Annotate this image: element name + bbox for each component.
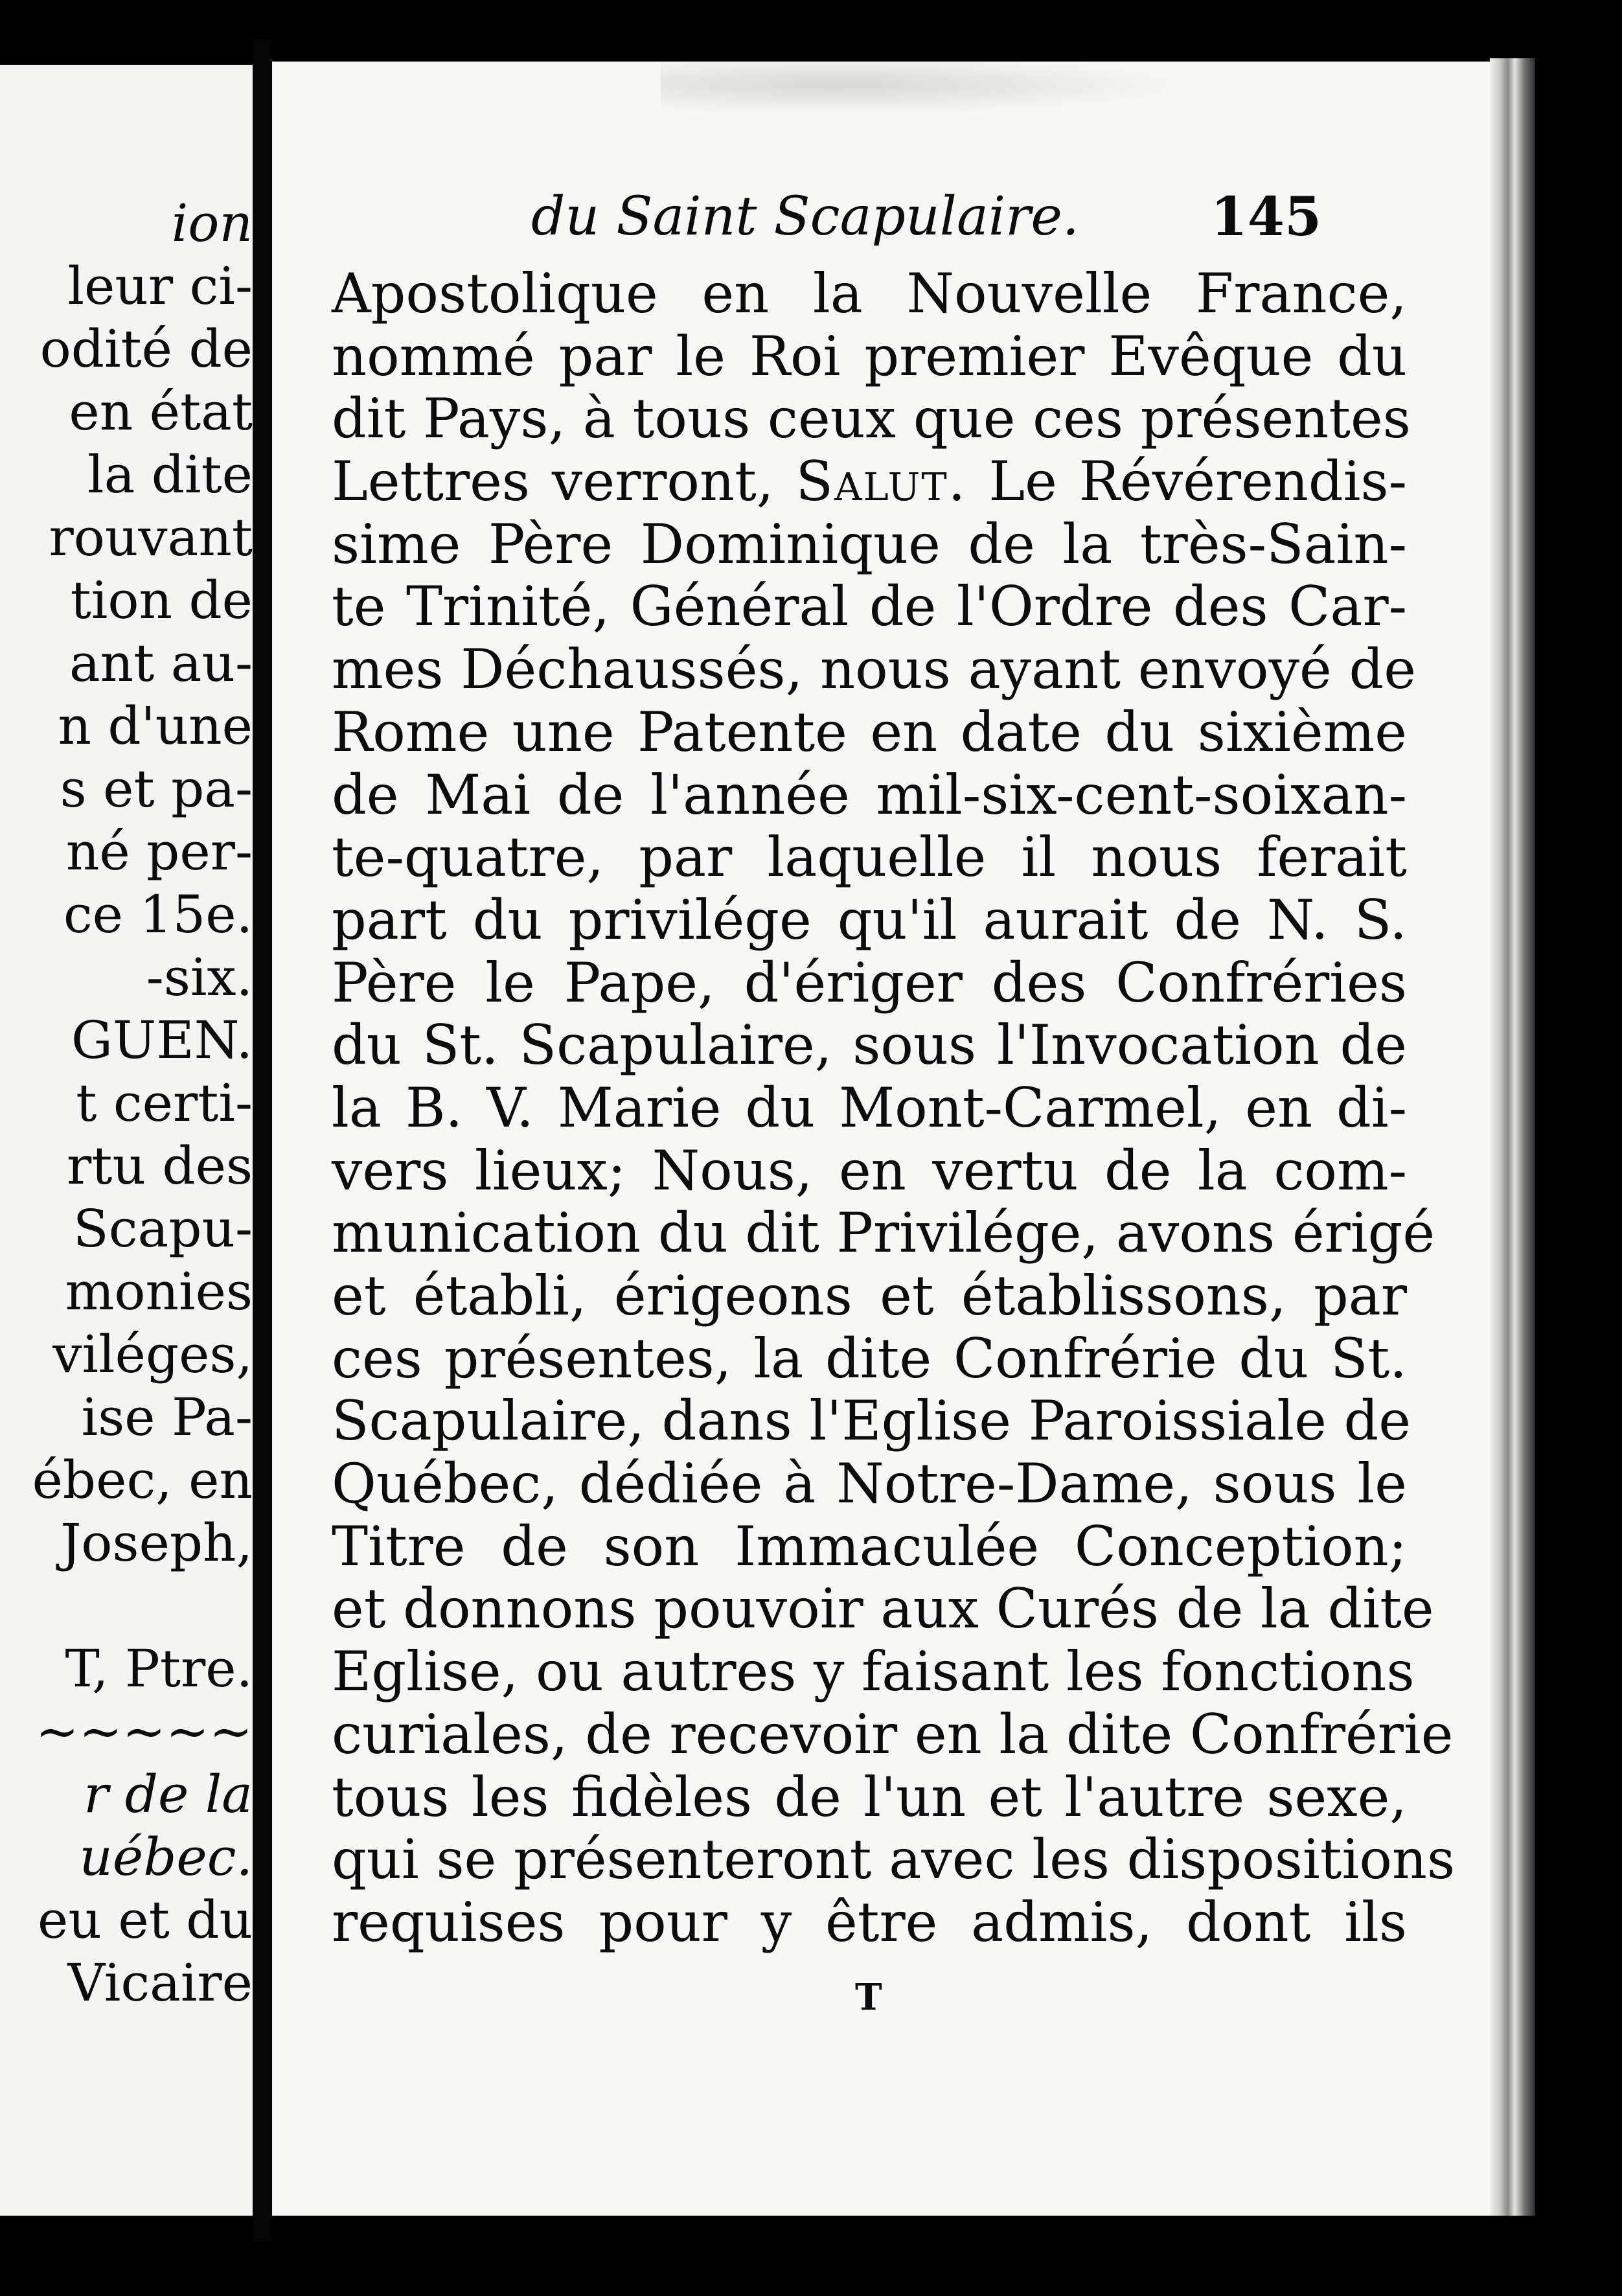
body-line: mes Déchaussés, nous ayant envoyé de <box>332 637 1416 702</box>
previous-page-line: Joseph, <box>60 1513 253 1573</box>
running-title: du Saint Scapulaire. <box>531 186 1079 247</box>
previous-page-line: r de la <box>84 1764 253 1824</box>
body-line: du St. Scapulaire, sous l'Invocation de <box>332 1013 1407 1077</box>
body-line: et établi, érigeons et établissons, par <box>332 1264 1407 1327</box>
body-line: vers lieux; Nous, en vertu de la com- <box>332 1138 1407 1202</box>
previous-page-line: ion <box>171 193 253 253</box>
previous-page-line: leur ci- <box>67 256 253 316</box>
body-line: sime Père Dominique de la très-Sain- <box>332 512 1407 576</box>
page-number: 145 <box>1210 186 1321 248</box>
previous-page-line: t certi- <box>76 1073 253 1133</box>
previous-page-line: ~~~~~ <box>35 1701 253 1762</box>
body-line: Père le Pape, d'ériger des Confréries <box>332 950 1407 1015</box>
previous-page-line: ébec, en <box>32 1450 253 1510</box>
previous-page-line: ce 15e. <box>63 884 253 945</box>
previous-page-line: ant au- <box>69 633 253 693</box>
body-line: la B. V. Marie du Mont-Carmel, en di- <box>332 1075 1407 1140</box>
running-head <box>531 185 1321 249</box>
body-text <box>332 262 1456 1954</box>
body-line: ces présentes, la dite Confrérie du St. <box>332 1326 1407 1390</box>
body-line: Scapulaire, dans l'Eglise Paroissiale de <box>332 1389 1411 1453</box>
previous-page-line: rtu des <box>67 1136 253 1196</box>
book-gutter <box>253 39 272 2242</box>
current-page <box>272 62 1516 2216</box>
previous-page-line: la dite <box>87 444 253 505</box>
body-line: te-quatre, par laquelle il nous ferait <box>332 825 1407 890</box>
body-line: Rome une Patente en date du sixième <box>332 700 1407 764</box>
previous-page-line: en état <box>69 382 253 442</box>
previous-page-fragment <box>0 65 253 2216</box>
previous-page-line: viléges, <box>52 1324 253 1384</box>
body-line: et donnons pouvoir aux Curés de la dite <box>332 1577 1434 1641</box>
page-edge <box>1490 58 1535 2216</box>
previous-page-text <box>32 192 253 2014</box>
page-smudge <box>661 62 1244 120</box>
previous-page-line: tion de <box>70 570 253 630</box>
previous-page-line: uébec. <box>79 1827 253 1887</box>
body-line: part du privilége qu'il aurait de N. S. <box>332 888 1407 952</box>
previous-page-line: GUEN. <box>71 1010 253 1070</box>
previous-page-line: s et pa- <box>60 759 253 819</box>
body-line: dit Pays, à tous ceux que ces présentes <box>332 387 1411 451</box>
previous-page-line: Vicaire <box>67 1953 253 2013</box>
body-line: munication du dit Privilége, avons érigé <box>332 1201 1435 1265</box>
signature-mark: T <box>855 1976 882 2019</box>
previous-page-line: n d'une <box>58 696 253 756</box>
body-line: de Mai de l'année mil-six-cent-soixan- <box>332 763 1407 827</box>
previous-page-line: ise Pa- <box>81 1387 253 1447</box>
body-line: Titre de son Immaculée Conception; <box>332 1514 1407 1578</box>
body-line: tous les fidèles de l'un et l'autre sexe, <box>332 1765 1407 1829</box>
body-line: qui se présenteront avec les dispositions <box>332 1828 1456 1892</box>
previous-page-line: eu et du <box>38 1890 253 1950</box>
previous-page-line: monies <box>65 1261 253 1322</box>
previous-page-line: T, Ptre. <box>65 1638 253 1699</box>
previous-page-line <box>32 1574 253 1637</box>
body-line: te Trinité, Général de l'Ordre des Car- <box>332 575 1407 639</box>
body-line: Eglise, ou autres y faisant les fonctions <box>332 1640 1415 1704</box>
body-line: curiales, de recevoir en la dite Confrérie <box>332 1702 1454 1766</box>
body-line: Québec, dédiée à Notre-Dame, sous le <box>332 1452 1407 1516</box>
body-line: requises pour y être admis, dont ils <box>332 1890 1407 1954</box>
body-line-text: Lettres verront, <box>332 450 796 514</box>
previous-page-line: né per- <box>65 821 253 882</box>
previous-page-line: -six. <box>146 947 253 1007</box>
previous-page-line: Scapu- <box>73 1199 253 1259</box>
previous-page-line: odité de <box>40 319 253 379</box>
body-line: nommé par le Roi premier Evêque du <box>332 324 1407 388</box>
previous-page-line: rouvant <box>49 507 253 568</box>
body-line: Apostolique en la Nouvelle France, <box>332 262 1407 325</box>
body-line-text: Le Révérendis- <box>966 450 1408 514</box>
body-line <box>332 450 1407 513</box>
salut-small-caps: Salut. <box>795 450 967 514</box>
